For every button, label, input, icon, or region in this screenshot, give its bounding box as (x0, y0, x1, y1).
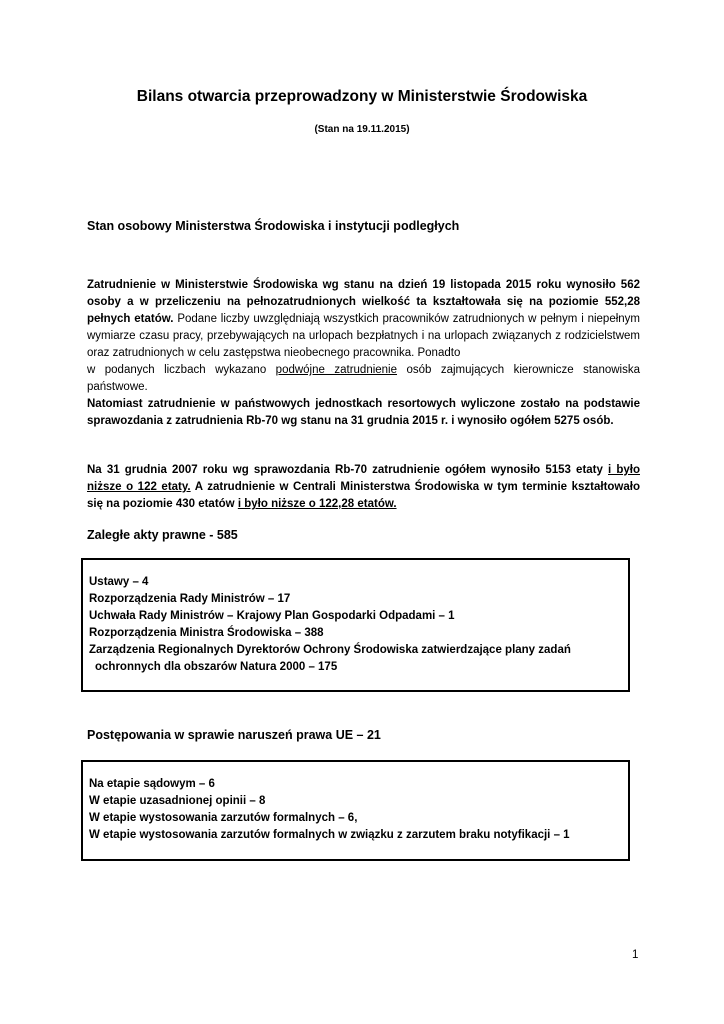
staff-section-body (87, 277, 640, 430)
infringements-item: Na etapie sądowym – 6 (89, 778, 215, 790)
legal-acts-box (81, 558, 630, 692)
staff-paragraph-4-a: Na 31 grudnia 2007 roku wg sprawozdania Rb-70 zatrudnienie ogółem wynosiło 5153 etaty (87, 464, 603, 476)
legal-acts-heading: Zaległe akty prawne - 585 (87, 528, 238, 542)
staff-paragraph-2-before: w podanych liczbach wykazano (87, 364, 267, 376)
legal-acts-item: ochronnych dla obszarów Natura 2000 – 175 (95, 661, 338, 673)
legal-acts-item: Rozporządzenia Ministra Środowiska – 388 (89, 627, 324, 639)
page-number: 1 (632, 949, 639, 961)
staff-paragraph-2-underline: podwójne zatrudnienie (275, 364, 398, 376)
staff-paragraph-1-normal: Podane liczby uwzględniają wszystkich pracowników zatrudnionych w pełnym i niepełnym wymiarze czasu pracy, przebywających na urlopach bezpłatnych i na urlopach związanych z rodzicielstwem oraz zatrudnionych w celu zastępstwa nieobecnego pracownika. Ponadto (87, 313, 640, 359)
infringements-item: W etapie uzasadnionej opinii – 8 (89, 795, 266, 807)
legal-acts-item: Uchwała Rady Ministrów – Krajowy Plan Gospodarki Odpadami – 1 (89, 610, 455, 622)
infringements-item: W etapie wystosowania zarzutów formalnych – 6, (89, 812, 358, 824)
staff-paragraph-1 (87, 277, 640, 362)
staff-paragraph-2 (87, 362, 640, 396)
staff-paragraph-3: Natomiast zatrudnienie w państwowych jednostkach resortowych wyliczone zostało na podstawie sprawozdania z zatrudnienia Rb-70 wg stanu na 31 grudnia 2015 r. i wynosiło ogółem 5275 osób. (87, 398, 640, 427)
infringements-box (81, 760, 630, 861)
infringements-heading: Postępowania w sprawie naruszeń prawa UE – 21 (87, 728, 381, 742)
staff-paragraph-4-b: i było niższe o 122 etaty. (87, 464, 640, 493)
staff-paragraph-4-c: A zatrudnienie w Centrali Ministerstwa Środowiska w tym terminie kształtowało się na poziomie 430 etatów (87, 481, 640, 510)
staff-paragraph-2-after: osób zajmujących kierownicze stanowiska państwowe. (87, 364, 640, 393)
legal-acts-item: Zarządzenia Regionalnych Dyrektorów Ochrony Środowiska zatwierdzające plany zadań (89, 644, 571, 656)
document-title: Bilans otwarcia przeprowadzony w Ministerstwie Środowiska (136, 88, 588, 105)
document-subtitle-date: (Stan na 19.11.2015) (314, 124, 410, 135)
infringements-item: W etapie wystosowania zarzutów formalnych w związku z zarzutem braku notyfikacji – 1 (89, 829, 570, 841)
staff-paragraph-4-d: i było niższe o 122,28 etatów. (237, 498, 397, 510)
staff-paragraph-4 (87, 462, 640, 513)
legal-acts-item: Rozporządzenia Rady Ministrów – 17 (89, 593, 291, 605)
staff-paragraph-1-bold: Zatrudnienie w Ministerstwie Środowiska wg stanu na dzień 19 listopada 2015 roku wynosiło 562 osoby a w przeliczeniu na pełnozatrudnionych wielkość ta kształtowała się na poziomie 552,28 pełnych etatów. (87, 279, 640, 325)
legal-acts-item: Ustawy – 4 (89, 576, 149, 588)
staff-section-heading: Stan osobowy Ministerstwa Środowiska i instytucji podległych (87, 219, 460, 233)
